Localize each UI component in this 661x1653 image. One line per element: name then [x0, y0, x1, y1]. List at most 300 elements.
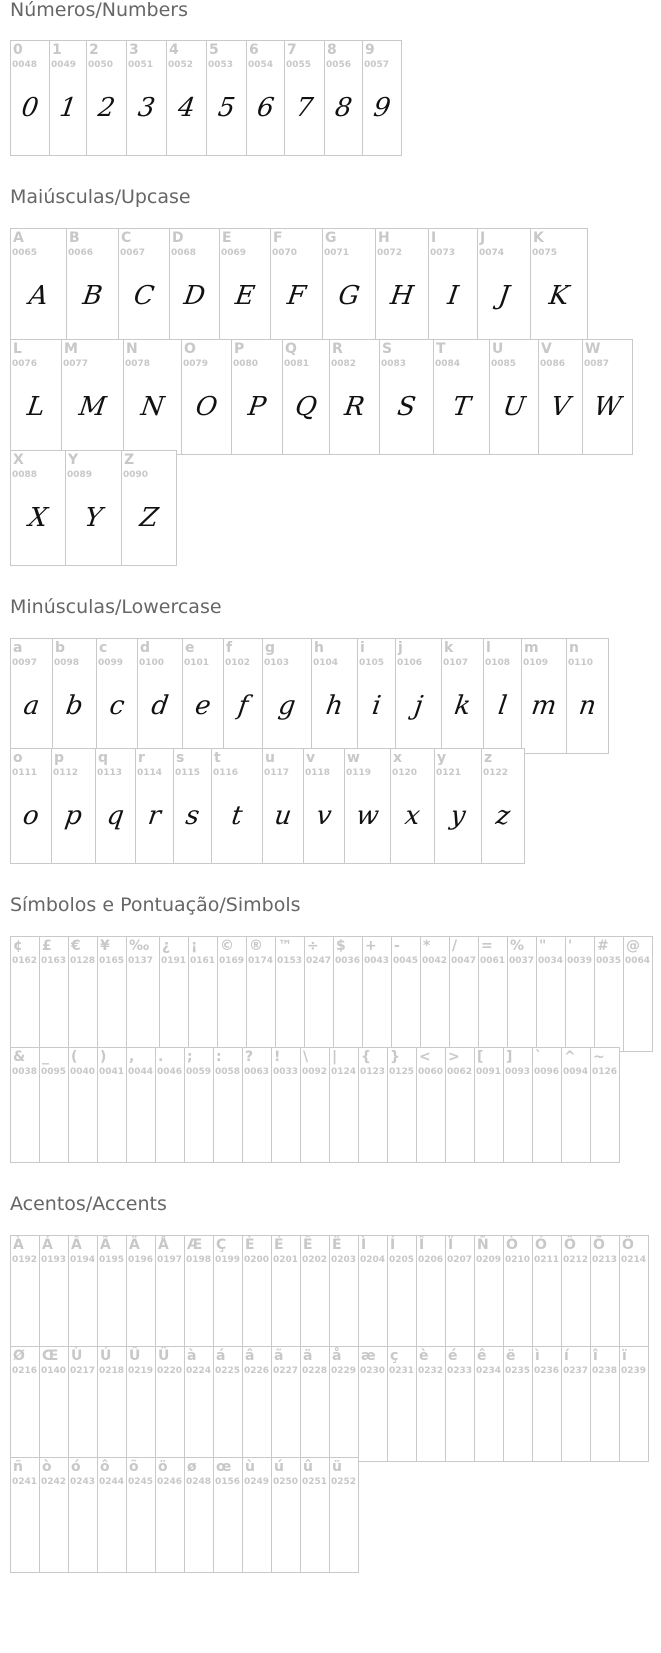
glyph-cell	[173, 748, 212, 864]
glyph-cell	[211, 748, 263, 864]
glyph-sample: J	[496, 281, 512, 311]
glyph-cell	[97, 936, 127, 1052]
glyph-code: 0204	[360, 1255, 386, 1265]
glyph-cell	[242, 1047, 272, 1163]
glyph-cell	[420, 936, 450, 1052]
glyph-sample: 5	[216, 93, 237, 123]
glyph-code: 0228	[302, 1366, 328, 1376]
glyph-code: 0237	[563, 1366, 589, 1376]
glyph-character: N	[126, 341, 138, 357]
glyph-code: 0053	[208, 60, 234, 70]
glyph-cell	[61, 339, 124, 455]
glyph-cell	[441, 638, 484, 754]
glyph-character: ~	[593, 1049, 605, 1065]
glyph-character: £	[42, 938, 52, 954]
glyph-cell	[39, 936, 69, 1052]
glyph-cell	[538, 339, 583, 455]
glyph-cell	[387, 1346, 417, 1462]
glyph-character: ü	[332, 1459, 342, 1475]
glyph-character: Í	[390, 1237, 396, 1253]
glyph-sample: F	[285, 281, 308, 311]
glyph-cell	[96, 638, 138, 754]
glyph-character: 9	[365, 42, 375, 58]
glyph-sample: c	[107, 691, 127, 721]
glyph-cell	[619, 1235, 649, 1351]
glyph-code: 0098	[54, 658, 80, 668]
glyph-code: 0234	[476, 1366, 502, 1376]
glyph-code: 0079	[183, 359, 209, 369]
glyph-character: û	[303, 1459, 313, 1475]
glyph-cell	[284, 40, 325, 156]
glyph-character: ]	[506, 1049, 513, 1065]
glyph-cell	[590, 1346, 620, 1462]
glyph-code: 0099	[98, 658, 124, 668]
glyph-code: 0101	[184, 658, 210, 668]
glyph-character: Á	[42, 1237, 53, 1253]
glyph-character: #	[597, 938, 609, 954]
glyph-code: 0226	[244, 1366, 270, 1376]
glyph-character: 1	[52, 42, 62, 58]
glyph-cell	[271, 1457, 301, 1573]
glyph-code: 0192	[12, 1255, 38, 1265]
glyph-sample: q	[105, 801, 126, 831]
glyph-character: Ù	[71, 1348, 83, 1364]
glyph-cell	[182, 638, 224, 754]
glyph-character: m	[524, 640, 539, 656]
glyph-code: 0051	[128, 60, 154, 70]
glyph-cell	[10, 748, 52, 864]
glyph-code: 0126	[592, 1067, 618, 1077]
glyph-character: œ	[216, 1459, 232, 1475]
glyph-sample: 6	[255, 93, 276, 123]
glyph-character: é	[448, 1348, 458, 1364]
glyph-cell	[246, 40, 285, 156]
glyph-cell	[300, 1235, 330, 1351]
glyph-sample: 1	[57, 93, 79, 123]
glyph-character: _	[42, 1049, 49, 1065]
glyph-character: M	[64, 341, 78, 357]
glyph-sample: W	[592, 392, 623, 422]
glyph-code: 0111	[12, 768, 38, 778]
glyph-cell	[275, 936, 305, 1052]
glyph-sample: k	[452, 691, 473, 721]
glyph-cell	[489, 339, 539, 455]
glyph-code: 0153	[277, 956, 303, 966]
glyph-code: 0037	[509, 956, 535, 966]
glyph-sample: x	[403, 801, 422, 831]
glyph-character: q	[98, 750, 109, 766]
glyph-code: 0219	[128, 1366, 154, 1376]
glyph-sample: e	[193, 691, 213, 721]
glyph-character: Y	[68, 452, 79, 468]
glyph-cell	[95, 748, 136, 864]
glyph-character: j	[398, 640, 403, 656]
glyph-cell	[206, 40, 247, 156]
glyph-character: E	[222, 230, 232, 246]
glyph-character: Ë	[332, 1237, 342, 1253]
glyph-sample: Q	[293, 392, 319, 422]
glyph-code: 0039	[567, 956, 593, 966]
glyph-code: 0119	[346, 768, 372, 778]
glyph-code: 0080	[233, 359, 259, 369]
glyph-character: í	[564, 1348, 569, 1364]
glyph-character: ‰	[129, 938, 150, 954]
glyph-cell	[619, 1346, 649, 1462]
glyph-character: P	[234, 341, 245, 357]
glyph-character: ô	[100, 1459, 110, 1475]
glyph-code: 0217	[70, 1366, 96, 1376]
glyph-character: Ñ	[477, 1237, 489, 1253]
glyph-cell	[507, 936, 537, 1052]
glyph-cell	[10, 1346, 40, 1462]
glyph-cell	[181, 339, 232, 455]
glyph-character: ò	[42, 1459, 52, 1475]
glyph-character: )	[100, 1049, 107, 1065]
glyph-sample: Y	[82, 503, 105, 533]
glyph-code: 0067	[120, 248, 146, 258]
glyph-cell	[166, 40, 207, 156]
glyph-sample: d	[149, 691, 171, 721]
glyph-character: +	[365, 938, 377, 954]
glyph-character: x	[393, 750, 403, 766]
glyph-code: 0075	[532, 248, 558, 258]
glyph-cell	[582, 339, 633, 455]
glyph-character: p	[54, 750, 65, 766]
glyph-cell	[242, 1346, 272, 1462]
glyph-code: 0249	[244, 1477, 270, 1487]
glyph-character: Ô	[564, 1237, 576, 1253]
glyph-cell	[246, 936, 276, 1052]
glyph-code: 0096	[534, 1067, 560, 1077]
glyph-code: 0245	[128, 1477, 154, 1487]
glyph-cell	[137, 638, 183, 754]
glyph-cell	[481, 748, 525, 864]
glyph-code: 0195	[99, 1255, 125, 1265]
glyph-character: è	[419, 1348, 429, 1364]
glyph-character: w	[347, 750, 360, 766]
glyph-code: 0191	[161, 956, 187, 966]
glyph-cell	[387, 1047, 417, 1163]
glyph-cell	[521, 638, 567, 754]
glyph-code: 0162	[12, 956, 38, 966]
glyph-cell	[126, 1457, 156, 1573]
glyph-cell	[123, 339, 182, 455]
glyph-code: 0169	[219, 956, 245, 966]
glyph-cell	[51, 748, 96, 864]
glyph-character: ^	[564, 1049, 576, 1065]
glyph-code: 0035	[596, 956, 622, 966]
glyph-cell	[478, 936, 508, 1052]
glyph-code: 0116	[213, 768, 239, 778]
glyph-character: :	[216, 1049, 222, 1065]
glyph-sample: v	[314, 801, 334, 831]
glyph-cell	[213, 1346, 243, 1462]
glyph-sample: p	[63, 801, 84, 831]
glyph-sample: G	[336, 281, 362, 311]
glyph-character: !	[274, 1049, 281, 1065]
glyph-code: 0115	[175, 768, 201, 778]
glyph-code: 0092	[302, 1067, 328, 1077]
glyph-sample: g	[276, 691, 298, 721]
glyph-code: 0122	[483, 768, 509, 778]
glyph-character: H	[378, 230, 390, 246]
glyph-character: Õ	[593, 1237, 605, 1253]
glyph-cell	[324, 40, 363, 156]
glyph-code: 0061	[480, 956, 506, 966]
glyph-cell	[126, 936, 160, 1052]
glyph-code: 0156	[215, 1477, 241, 1487]
glyph-cell	[135, 748, 174, 864]
glyph-cell	[532, 1235, 562, 1351]
glyph-code: 0078	[125, 359, 151, 369]
glyph-code: 0034	[538, 956, 564, 966]
glyph-character: ø	[187, 1459, 197, 1475]
glyph-character: [	[477, 1049, 484, 1065]
glyph-sample: 2	[96, 93, 117, 123]
glyph-character: k	[444, 640, 454, 656]
glyph-code: 0041	[99, 1067, 125, 1077]
glyph-character: v	[306, 750, 316, 766]
glyph-code: 0209	[476, 1255, 502, 1265]
glyph-character: 0	[13, 42, 23, 58]
glyph-code: 0118	[305, 768, 331, 778]
glyph-cell	[474, 1047, 504, 1163]
glyph-code: 0113	[97, 768, 123, 778]
glyph-character: å	[332, 1348, 342, 1364]
glyph-code: 0216	[12, 1366, 38, 1376]
glyph-character: }	[390, 1049, 400, 1065]
glyph-cell	[262, 748, 304, 864]
glyph-cell	[474, 1235, 504, 1351]
glyph-code: 0214	[621, 1255, 647, 1265]
glyph-code: 0225	[215, 1366, 241, 1376]
glyph-cell	[97, 1235, 127, 1351]
glyph-character: @	[626, 938, 640, 954]
glyph-character: Ã	[100, 1237, 111, 1253]
glyph-sample: O	[193, 392, 220, 422]
glyph-code: 0047	[451, 956, 477, 966]
glyph-code: 0105	[359, 658, 385, 668]
glyph-code: 0106	[397, 658, 423, 668]
glyph-character: *	[423, 938, 431, 954]
glyph-character: î	[593, 1348, 598, 1364]
glyph-sample: R	[342, 392, 367, 422]
section-title: Números/Numbers	[10, 0, 188, 21]
glyph-cell	[590, 1047, 620, 1163]
glyph-cell	[532, 1047, 562, 1163]
glyph-code: 0097	[12, 658, 38, 668]
glyph-code: 0090	[123, 470, 149, 480]
glyph-character: |	[332, 1049, 338, 1065]
glyph-character: Ê	[303, 1237, 313, 1253]
glyph-cell	[503, 1235, 533, 1351]
glyph-character: ¿	[162, 938, 171, 954]
glyph-code: 0094	[563, 1067, 589, 1077]
glyph-code: 0081	[284, 359, 310, 369]
glyph-code: 0062	[447, 1067, 473, 1077]
glyph-code: 0074	[479, 248, 505, 258]
glyph-cell	[10, 339, 62, 455]
glyph-code: 0238	[592, 1366, 618, 1376]
glyph-cell	[39, 1235, 69, 1351]
glyph-code: 0055	[286, 60, 312, 70]
glyph-code: 0243	[70, 1477, 96, 1487]
glyph-character: Æ	[187, 1237, 203, 1253]
glyph-code: 0100	[139, 658, 165, 668]
glyph-row	[10, 339, 632, 455]
glyph-code: 0239	[621, 1366, 647, 1376]
glyph-cell	[483, 638, 522, 754]
glyph-cell	[445, 1047, 475, 1163]
glyph-code: 0070	[272, 248, 298, 258]
glyph-character: Z	[124, 452, 135, 468]
glyph-character: Ö	[622, 1237, 634, 1253]
glyph-character: ö	[158, 1459, 168, 1475]
glyph-code: 0203	[331, 1255, 357, 1265]
glyph-character: Q	[285, 341, 297, 357]
glyph-character: u	[265, 750, 275, 766]
glyph-code: 0198	[186, 1255, 212, 1265]
glyph-character: t	[214, 750, 221, 766]
glyph-code: 0248	[186, 1477, 212, 1487]
glyph-cell	[121, 450, 177, 566]
glyph-character: á	[216, 1348, 226, 1364]
glyph-code: 0114	[137, 768, 163, 778]
glyph-character: ©	[220, 938, 234, 954]
glyph-code: 0048	[12, 60, 38, 70]
glyph-cell	[219, 228, 271, 344]
glyph-cell	[213, 1457, 243, 1573]
glyph-character: Ü	[158, 1348, 170, 1364]
glyph-character: ™	[278, 938, 292, 954]
glyph-cell	[231, 339, 283, 455]
glyph-character: Ú	[100, 1348, 112, 1364]
glyph-cell	[594, 936, 624, 1052]
glyph-code: 0244	[99, 1477, 125, 1487]
glyph-character: `	[535, 1049, 542, 1065]
glyph-code: 0230	[360, 1366, 386, 1376]
glyph-character: 7	[287, 42, 297, 58]
glyph-cell	[445, 1346, 475, 1462]
glyph-character: Ì	[361, 1237, 367, 1253]
glyph-cell	[561, 1235, 591, 1351]
glyph-cell	[357, 638, 396, 754]
glyph-code: 0193	[41, 1255, 67, 1265]
glyph-sample: s	[183, 801, 202, 831]
glyph-sample: 8	[333, 93, 354, 123]
glyph-cell	[242, 1235, 272, 1351]
glyph-code: 0194	[70, 1255, 96, 1265]
glyph-cell	[68, 936, 98, 1052]
glyph-character: (	[71, 1049, 78, 1065]
glyph-cell	[10, 638, 53, 754]
glyph-character: &	[13, 1049, 26, 1065]
glyph-cell	[329, 1235, 359, 1351]
glyph-character: K	[533, 230, 544, 246]
glyph-sample: I	[445, 281, 461, 311]
glyph-code: 0091	[476, 1067, 502, 1077]
glyph-character: ã	[274, 1348, 284, 1364]
glyph-row	[10, 748, 524, 864]
glyph-character: ï	[622, 1348, 627, 1364]
glyph-code: 0110	[568, 658, 594, 668]
glyph-row	[10, 638, 608, 754]
glyph-row	[10, 228, 587, 344]
glyph-cell	[300, 1346, 330, 1462]
glyph-code: 0052	[168, 60, 194, 70]
glyph-cell	[68, 1346, 98, 1462]
glyph-cell	[532, 1346, 562, 1462]
glyph-cell	[561, 1346, 591, 1462]
glyph-character: f	[226, 640, 233, 656]
glyph-code: 0049	[51, 60, 77, 70]
glyph-code: 0235	[505, 1366, 531, 1376]
glyph-sample: f	[236, 691, 250, 721]
glyph-row	[10, 40, 401, 156]
glyph-cell	[169, 228, 220, 344]
glyph-code: 0082	[331, 359, 357, 369]
glyph-character: -	[394, 938, 400, 954]
glyph-code: 0206	[418, 1255, 444, 1265]
glyph-code: 0224	[186, 1366, 212, 1376]
glyph-code: 0211	[534, 1255, 560, 1265]
glyph-character: .	[158, 1049, 164, 1065]
glyph-character: ¥	[100, 938, 110, 954]
glyph-cell	[391, 936, 421, 1052]
glyph-character: 2	[89, 42, 99, 58]
glyph-cell	[416, 1047, 446, 1163]
glyph-cell	[184, 1047, 214, 1163]
glyph-code: 0201	[273, 1255, 299, 1265]
glyph-character: Ó	[535, 1237, 547, 1253]
glyph-sample: S	[395, 392, 418, 422]
glyph-code: 0089	[67, 470, 93, 480]
glyph-code: 0085	[491, 359, 517, 369]
glyph-character: D	[172, 230, 184, 246]
glyph-cell	[39, 1457, 69, 1573]
glyph-character: ó	[71, 1459, 81, 1475]
glyph-character: /	[452, 938, 458, 954]
glyph-code: 0212	[563, 1255, 589, 1265]
glyph-cell	[213, 1235, 243, 1351]
glyph-code: 0038	[12, 1067, 38, 1077]
glyph-cell	[300, 1457, 330, 1573]
glyph-code: 0210	[505, 1255, 531, 1265]
glyph-cell	[126, 1047, 156, 1163]
glyph-sample: n	[577, 691, 598, 721]
glyph-code: 0197	[157, 1255, 183, 1265]
glyph-cell	[155, 1457, 185, 1573]
glyph-cell	[416, 1346, 446, 1462]
glyph-character: >	[448, 1049, 460, 1065]
glyph-code: 0220	[157, 1366, 183, 1376]
glyph-character: Û	[129, 1348, 141, 1364]
glyph-code: 0161	[190, 956, 216, 966]
glyph-code: 0251	[302, 1477, 328, 1487]
glyph-code: 0232	[418, 1366, 444, 1376]
glyph-character: ì	[535, 1348, 540, 1364]
glyph-sample: 9	[371, 93, 393, 123]
glyph-sample: j	[412, 691, 425, 721]
glyph-character: 3	[129, 42, 139, 58]
glyph-character: R	[332, 341, 343, 357]
glyph-code: 0229	[331, 1366, 357, 1376]
glyph-cell	[184, 1235, 214, 1351]
glyph-code: 0066	[68, 248, 94, 258]
glyph-cell	[126, 1235, 156, 1351]
glyph-character: g	[265, 640, 276, 656]
glyph-row	[10, 936, 652, 1052]
